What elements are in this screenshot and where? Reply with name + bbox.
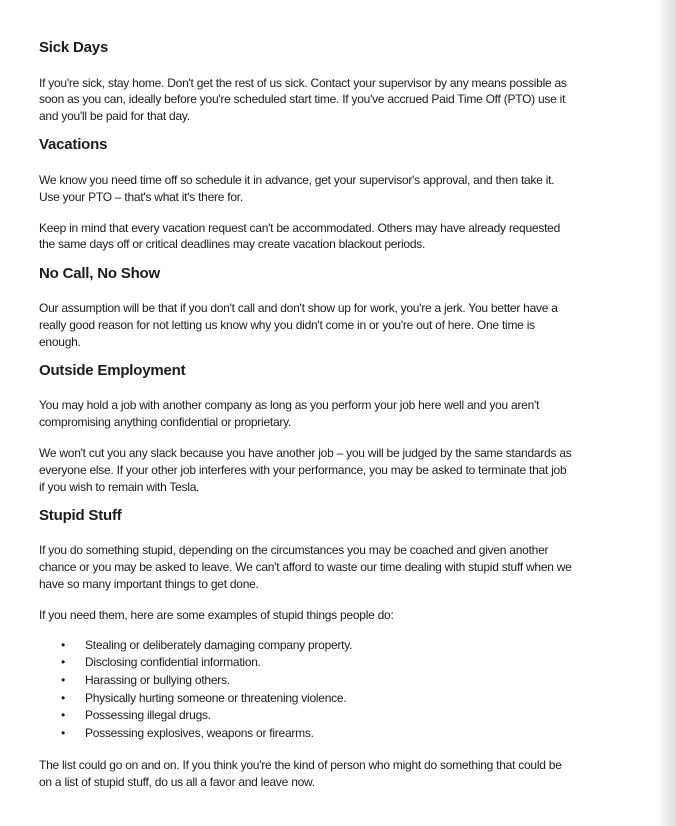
list-item-text: Possessing explosives, weapons or firearms. (85, 725, 314, 740)
paragraph (39, 607, 649, 624)
text-line: have so many important things to get done. (39, 576, 259, 591)
list-item (61, 707, 649, 725)
bullet-icon: • (61, 637, 65, 652)
paragraph (39, 220, 649, 253)
text-line: If you need them, here are some examples of stupid things people do: (39, 607, 394, 622)
text-line: everyone else. If your other job interferes with your performance, you may be asked to terminate that job (39, 462, 567, 477)
text-line: Keep in mind that every vacation request can't be accommodated. Others may have already requested (39, 220, 561, 235)
list-item-text: Stealing or deliberately damaging company property. (85, 637, 353, 652)
page-edge-shadow (658, 0, 676, 826)
text-line: and you'll be paid for that day. (39, 109, 190, 123)
section-heading: Vacations (39, 136, 108, 154)
text-line: soon as you can, ideally before you're scheduled start time. If you've accrued Paid Time Off (PTO) use it (39, 92, 566, 107)
text-line: enough. (39, 334, 81, 349)
text-line: chance or you may be asked to leave. We can't afford to waste our time dealing with stupid stuff when we (39, 560, 572, 575)
text-line: if you wish to remain with Tesla. (39, 479, 200, 494)
paragraph (39, 542, 649, 592)
text-line: on a list of stupid stuff, do us all a favor and leave now. (39, 775, 315, 790)
text-line: compromising anything confidential or proprietary. (39, 415, 292, 430)
paragraph (39, 172, 649, 205)
text-line: Use your PTO – that's what it's there for. (39, 189, 243, 204)
text-line: You may hold a job with another company as long as you perform your job here well and you aren't (39, 398, 540, 413)
list-item-text: Disclosing confidential information. (85, 655, 261, 670)
text-line: We won't cut you any slack because you have another job – you will be judged by the same standards as (39, 446, 572, 461)
paragraph (39, 75, 649, 125)
paragraph (39, 397, 649, 430)
section-heading: Stupid Stuff (39, 506, 122, 524)
text-line: If you do something stupid, depending on the circumstances you may be coached and given another (39, 543, 549, 558)
text-line: We know you need time off so schedule it in advance, get your supervisor's approval, and then take it. (39, 172, 555, 187)
section-heading: Sick Days (39, 39, 109, 56)
text-line: really good reason for not letting us know why you didn't come in or you're out of here. One time is (39, 317, 535, 332)
text-line: The list could go on and on. If you think you're the kind of person who might do something that could be (39, 758, 562, 773)
bullet-icon: • (61, 690, 65, 705)
list-item (61, 672, 649, 690)
list-item-text: Physically hurting someone or threatening violence. (85, 690, 347, 705)
bullet-icon: • (61, 655, 65, 670)
bullet-icon: • (61, 725, 65, 740)
bullet-icon: • (61, 708, 65, 723)
list-item (61, 654, 649, 672)
text-line: the same days off or critical deadlines may create vacation blackout periods. (39, 237, 426, 252)
section-heading: Outside Employment (39, 361, 186, 379)
list-item-text: Harassing or bullying others. (85, 673, 230, 688)
section-heading: No Call, No Show (39, 264, 160, 282)
document-page (39, 39, 649, 791)
bullet-icon: • (61, 673, 65, 688)
list-item (61, 690, 649, 708)
text-line: Our assumption will be that if you don't call and don't show up for work, you're a jerk. You better have a (39, 301, 558, 316)
list-item-text: Possessing illegal drugs. (85, 708, 211, 723)
text-line: If you're sick, stay home. Don't get the rest of us sick. Contact your supervisor by any means possible as (39, 75, 567, 90)
closing-paragraph (39, 757, 649, 790)
paragraph (39, 445, 649, 495)
bullet-list (39, 637, 649, 743)
list-item (61, 725, 649, 743)
list-item (61, 637, 649, 655)
paragraph (39, 300, 649, 350)
